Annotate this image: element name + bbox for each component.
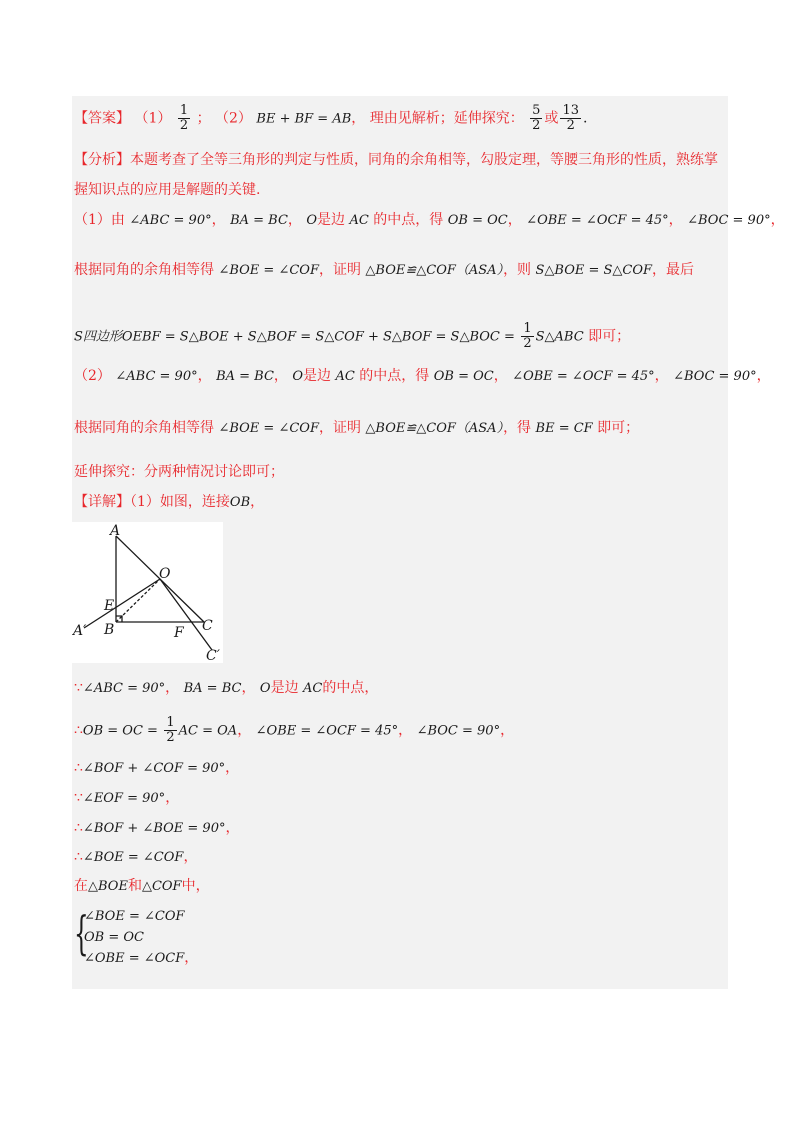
because-symbol: ∵ xyxy=(74,790,83,806)
label-c-prime: C′ xyxy=(206,648,220,663)
part1-line-2 xyxy=(74,260,694,281)
fraction-denominator: 2 xyxy=(523,336,532,351)
detail-comma: ， xyxy=(250,494,265,510)
therefore-symbol: ∴ xyxy=(74,820,83,836)
part2-ob-oc: OB = OC xyxy=(433,369,494,384)
system-end-comma: ， xyxy=(184,950,199,966)
extension-line xyxy=(74,462,284,482)
part2-mid-text: 是边 xyxy=(303,368,332,384)
part2-ac: AC xyxy=(335,369,355,384)
therefore-symbol: ∴ xyxy=(74,722,83,739)
answer-comma: ， xyxy=(351,110,366,127)
answer-tag: 【答案】 xyxy=(74,110,130,127)
step5-expr: ∠BOF + ∠BOE = 90° xyxy=(82,821,226,836)
part2-angle-boc: ∠BOC = 90° xyxy=(673,369,757,384)
step1-end: 的中点， xyxy=(322,680,379,696)
step2-angles-45: ∠OBE = ∠OCF = 45° xyxy=(255,723,399,739)
part1-ba-bc: BA = BC xyxy=(230,213,288,228)
label-f: F xyxy=(174,625,184,641)
part2-angle-abc: ∠ABC = 90° xyxy=(115,369,198,384)
part2-congruence: △BOE≌△COF（ASA） xyxy=(365,421,504,436)
part1-angle-abc: ∠ABC = 90° xyxy=(129,213,212,228)
system-angle-boe-cof: ∠BOE = ∠COF xyxy=(84,909,185,924)
geometry-figure xyxy=(72,522,223,663)
fraction-numerator: 1 xyxy=(166,715,175,730)
ray-oc-prime xyxy=(160,579,212,650)
step2-angle-boc: ∠BOC = 90° xyxy=(416,723,501,739)
step2-half-fraction xyxy=(164,716,176,745)
step-2: ∴OB = OC = $\frac{1}{2}$ AC = OA， ∠OBE = ∠OCF = 45°， ∠BOC = 90°， xyxy=(74,715,515,745)
extension-fraction-1 xyxy=(530,104,542,133)
step-4: ∵∠EOF = 90°， xyxy=(74,790,180,806)
system-row-3 xyxy=(84,948,198,969)
part1-then: ，则 xyxy=(503,262,532,278)
analysis-line-2 xyxy=(74,180,260,200)
detail-tag: 【详解】 xyxy=(74,494,130,510)
label-o: O xyxy=(159,566,171,582)
part1-half-fraction xyxy=(521,322,533,351)
part2-ba-bc: BA = BC xyxy=(216,369,274,384)
step1-angle: ∠ABC = 90° xyxy=(82,681,166,696)
step1-ba-bc: BA = BC xyxy=(183,681,242,696)
system-angle-obe-ocf: ∠OBE = ∠OCF xyxy=(84,951,185,966)
part2-get: ，得 xyxy=(503,420,532,436)
step6-expr: ∠BOE = ∠COF xyxy=(82,850,184,865)
part1-line-3 xyxy=(74,322,630,351)
step-5: ∴∠BOF + ∠BOE = 90°， xyxy=(74,820,240,836)
system-row-2 xyxy=(84,927,144,948)
answer-reason: 理由见解析；延伸探究： xyxy=(369,110,524,127)
therefore-symbol: ∴ xyxy=(74,760,83,776)
part1-l2-prefix: 根据同角的余角相等得 xyxy=(74,262,214,278)
part2-line-2 xyxy=(74,418,639,439)
label-e: E xyxy=(104,598,115,614)
label-a-prime: A′ xyxy=(73,623,87,639)
answer-separator: ； xyxy=(196,110,211,127)
step-1: ∵∠ABC = 90°， BA = BC， O是边 AC的中点， xyxy=(74,680,379,696)
part1-angles-45: ∠OBE = ∠OCF = 45° xyxy=(526,213,669,228)
step7-triangle-cof: △COF xyxy=(141,879,182,894)
answer-part1-fraction xyxy=(178,104,190,133)
part2-line-1: （2） ∠ABC = 90°， BA = BC， O是边 AC 的中点，得 OB = OC， ∠OBE = ∠OCF = 45°， ∠BOC = 90°， xyxy=(74,368,771,384)
fraction-numerator: 1 xyxy=(179,103,189,118)
system-row-1 xyxy=(84,906,185,927)
part1-ac: AC xyxy=(349,213,369,228)
fraction-numerator: 5 xyxy=(532,103,541,118)
step-3: ∴∠BOF + ∠COF = 90°， xyxy=(74,760,240,776)
part1-end: 即可； xyxy=(588,328,631,345)
part1-prefix: （1）由 xyxy=(74,212,125,228)
detail-line xyxy=(74,492,264,513)
geometry-diagram xyxy=(72,522,223,663)
therefore-symbol: ∴ xyxy=(74,849,83,865)
part2-end: 即可； xyxy=(597,420,640,436)
step1-o: O xyxy=(259,681,271,696)
part1-area-chain: S四边形OEBF = S△BOE + S△BOF = S△COF + S△BOF = S△BOC = xyxy=(74,329,515,345)
step1-mid: 是边 xyxy=(270,680,299,696)
part2-point-o: O xyxy=(292,369,304,384)
fraction-denominator: 2 xyxy=(566,118,575,133)
answer-period: . xyxy=(583,110,588,127)
fraction-denominator: 2 xyxy=(179,118,189,133)
detail-intro: （1）如图，连接 xyxy=(130,494,230,510)
answer-part2-expression: BE + BF = AB xyxy=(256,111,352,127)
part2-prefix: （2） xyxy=(74,368,111,384)
answer-line xyxy=(74,104,587,133)
system-brace: { xyxy=(74,906,89,960)
analysis-tag: 【分析】 xyxy=(74,152,130,168)
part2-angle-equal: ∠BOE = ∠COF xyxy=(218,421,319,436)
step-7 xyxy=(74,876,210,897)
extension-text: 延伸探究：分两种情况讨论即可； xyxy=(74,464,284,480)
analysis-line-1 xyxy=(74,150,718,170)
analysis-text-1: 本题考查了全等三角形的判定与性质，同角的余角相等，勾股定理，等腰三角形的性质，熟练掌 xyxy=(130,152,718,168)
label-b: B xyxy=(104,622,115,638)
step-6: ∴∠BOE = ∠COF， xyxy=(74,849,198,865)
extension-fraction-2 xyxy=(560,104,581,133)
detail-ob: OB xyxy=(229,495,251,510)
step7-and: 和 xyxy=(127,878,142,894)
part1-prove: ，证明 xyxy=(318,262,361,278)
part2-prove: ，证明 xyxy=(318,420,361,436)
label-a: A xyxy=(110,523,121,539)
step3-expr: ∠BOF + ∠COF = 90° xyxy=(82,761,226,776)
part1-ob-oc: OB = OC xyxy=(447,213,508,228)
part2-l2-prefix: 根据同角的余角相等得 xyxy=(74,420,214,436)
answer-part1-label: （1） xyxy=(134,110,172,127)
step2-ac-oa: AC = OA xyxy=(178,723,238,739)
part1-congruence: △BOE≌△COF（ASA） xyxy=(365,263,504,278)
step7-triangle-boe: △BOE xyxy=(88,879,128,894)
step2-ob-oc: OB = OC = xyxy=(82,723,158,739)
step7-end: 中， xyxy=(181,878,210,894)
part1-area-equal: S△BOE = S△COF xyxy=(535,263,653,278)
fraction-denominator: 2 xyxy=(532,118,541,133)
fraction-numerator: 1 xyxy=(523,321,532,336)
part1-point-o: O xyxy=(306,213,318,228)
part1-mid-text: 是边 xyxy=(317,212,346,228)
system-ob-oc: OB = OC xyxy=(84,930,144,945)
fraction-numerator: 13 xyxy=(562,103,579,118)
part2-midpoint-text: 的中点，得 xyxy=(359,368,430,384)
part1-line-1: （1）由 ∠ABC = 90°， BA = BC， O是边 AC 的中点，得 OB = OC， ∠OBE = ∠OCF = 45°， ∠BOC = 90°， xyxy=(74,212,785,228)
part1-angle-equal: ∠BOE = ∠COF xyxy=(218,263,319,278)
step1-ac: AC xyxy=(303,681,323,696)
answer-part2-label: （2） xyxy=(215,110,252,127)
step7-pre: 在 xyxy=(74,878,88,894)
part2-be-cf: BE = CF xyxy=(535,421,593,436)
part2-angles-45: ∠OBE = ∠OCF = 45° xyxy=(512,369,655,384)
label-c: C xyxy=(202,618,213,634)
step4-expr: ∠EOF = 90° xyxy=(82,791,166,806)
fraction-denominator: 2 xyxy=(166,730,175,745)
analysis-text-2: 握知识点的应用是解题的关键. xyxy=(74,182,261,198)
part1-midpoint-text: 的中点，得 xyxy=(373,212,444,228)
part1-area-abc: S△ABC xyxy=(535,329,584,345)
part1-last: ，最后 xyxy=(652,262,695,278)
part1-angle-boc: ∠BOC = 90° xyxy=(687,213,771,228)
because-symbol: ∵ xyxy=(74,680,83,696)
answer-or: 或 xyxy=(544,110,559,127)
